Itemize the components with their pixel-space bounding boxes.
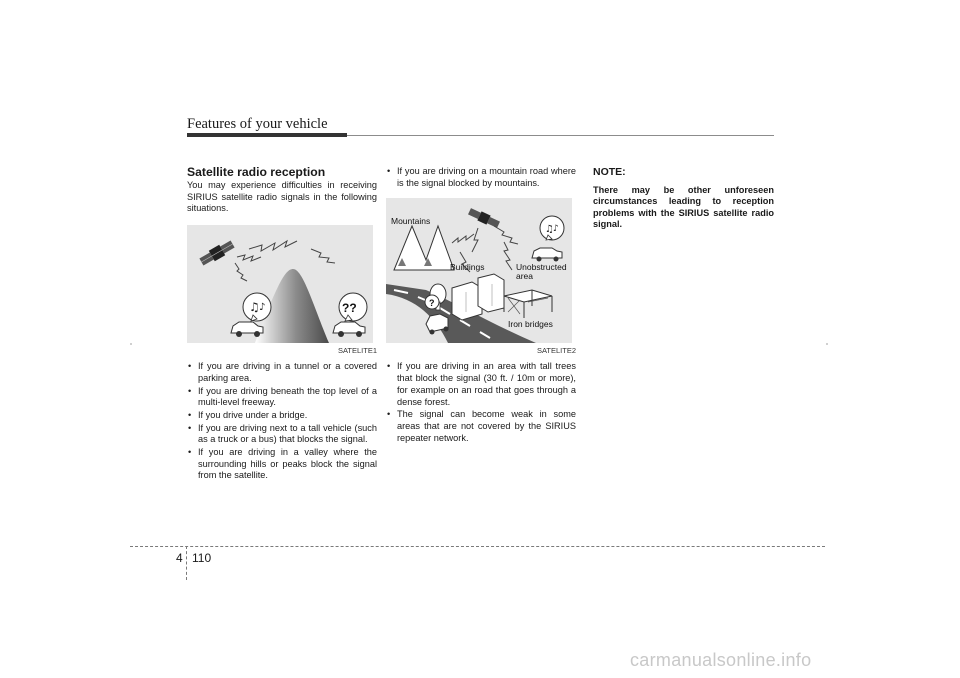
- situations-list-mountain: [386, 166, 576, 189]
- chapter-number: 4: [176, 551, 183, 565]
- footer-divider: [186, 546, 187, 580]
- list-item: • The signal can become weak in some areas that are not covered by the SIRIUS repeater network.: [386, 409, 576, 444]
- svg-text:♫: ♫: [249, 300, 260, 315]
- note-title: NOTE:: [593, 166, 626, 178]
- question-bubble-icon: [425, 295, 439, 309]
- intro-paragraph: You may experience difficulties in receiving SIRIUS satellite radio signals in the following situations.: [187, 180, 377, 214]
- label-area: area: [516, 271, 534, 282]
- list-item: • If you drive under a bridge.: [187, 410, 377, 422]
- list-item: • If you are driving in a valley where the surrounding hills or peaks block the signal from the satellite.: [187, 447, 377, 482]
- section-title: Satellite radio reception: [187, 165, 326, 179]
- page-number: 110: [192, 551, 212, 565]
- label-buildings: Buildings: [450, 262, 485, 273]
- header-rule: [347, 135, 774, 136]
- figure-1-caption: SATELITE1: [337, 346, 377, 356]
- header-bar: [187, 133, 347, 137]
- margin-dot: [826, 343, 828, 345]
- figure-2-caption: SATELITE2: [536, 346, 576, 356]
- list-item: • If you are driving in a tunnel or a covered parking area.: [187, 361, 377, 384]
- situations-list-middle: [386, 361, 576, 444]
- label-mountains: Mountains: [391, 216, 431, 227]
- label-question: ?: [429, 298, 435, 309]
- note-body: There may be other unforeseen circumstances leading to reception problems with the SIRIUS satellite radio signal.: [593, 185, 774, 230]
- svg-text:♪: ♪: [553, 224, 559, 235]
- watermark: carmanualsonline.info: [630, 650, 812, 670]
- column-middle: [386, 166, 576, 445]
- list-item: • If you are driving on a mountain road where is the signal blocked by mountains.: [386, 166, 576, 189]
- page-header-title: Features of your vehicle: [187, 116, 328, 132]
- list-item: • If you are driving next to a tall vehicle (such as a truck or a bus) that blocks the signal.: [187, 423, 377, 446]
- label-iron-bridges: Iron bridges: [508, 319, 553, 330]
- svg-text:♪: ♪: [259, 302, 266, 314]
- column-left: [187, 166, 377, 483]
- question-bubble-icon: [339, 293, 367, 321]
- footer-rule: [130, 546, 825, 547]
- column-right: [593, 166, 774, 231]
- music-bubble-icon: [540, 216, 564, 240]
- list-item: • If you are driving in an area with tall trees that block the signal (30 ft. / 10m or more), for example on an road that goes through a dense forest.: [386, 361, 576, 408]
- satellite-figure-2: [386, 198, 572, 343]
- svg-text:♫: ♫: [545, 224, 554, 236]
- satellite-figure-1: [187, 225, 373, 343]
- label-unobstructed: Unobstructed: [516, 262, 567, 273]
- situations-list-left: [187, 361, 377, 482]
- signal-question-label: ??: [342, 301, 357, 316]
- margin-dot: [130, 343, 132, 345]
- music-bubble-icon: [243, 293, 271, 321]
- list-item: • If you are driving beneath the top level of a multi-level freeway.: [187, 386, 377, 409]
